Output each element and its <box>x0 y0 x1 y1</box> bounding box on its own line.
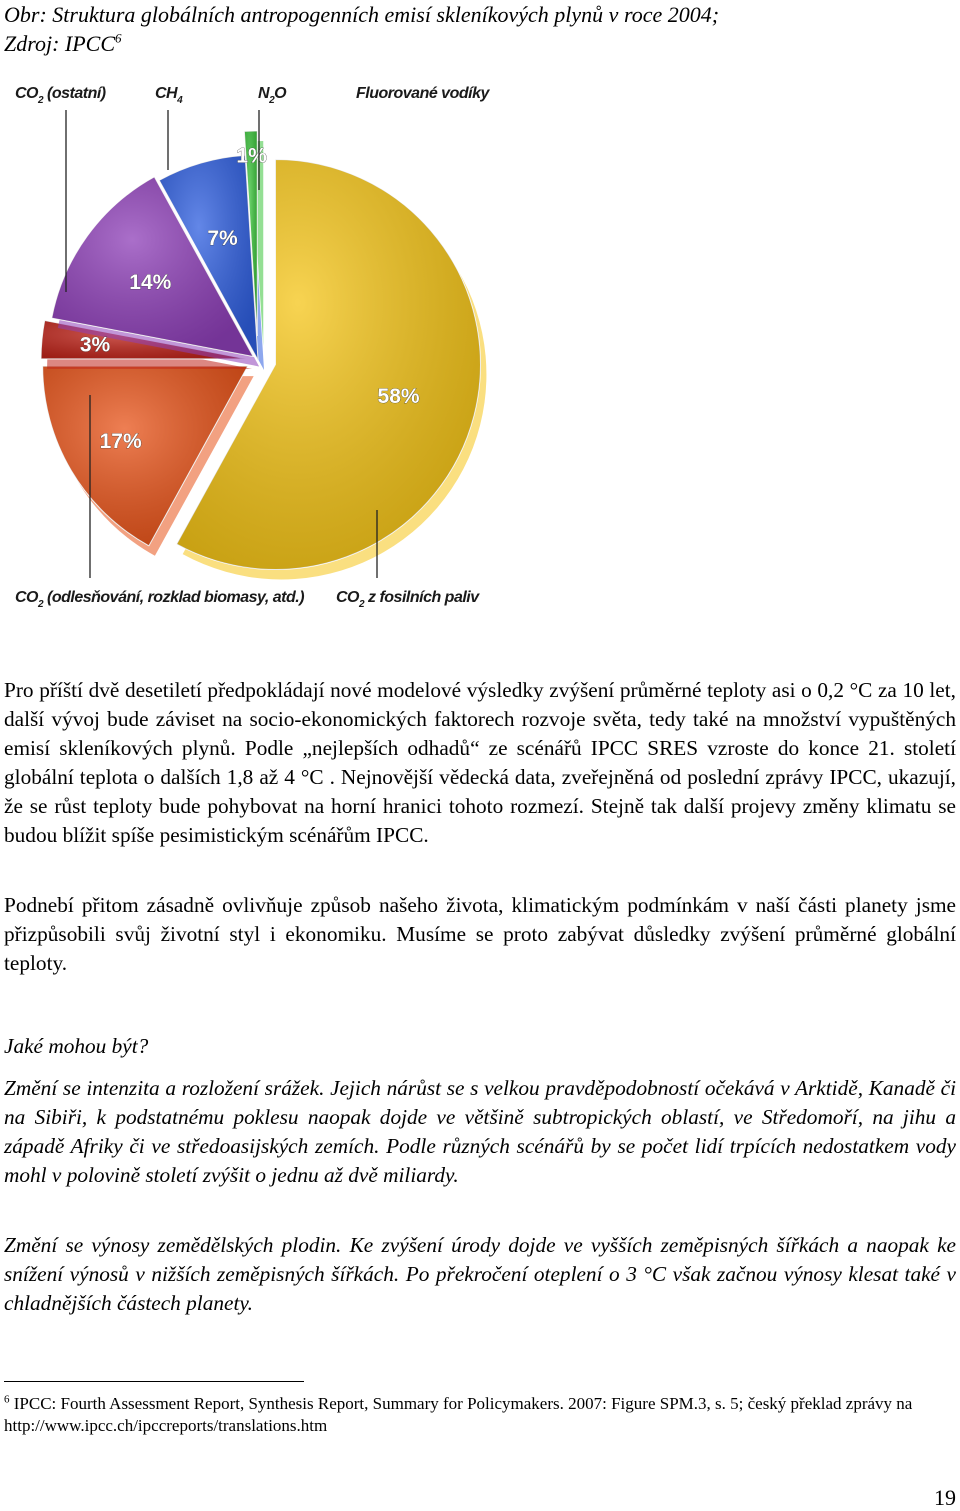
pie-slice-percent-label: 7% <box>207 226 238 250</box>
label-co2-fossil: $CO_2$ z fosilních paliv <box>336 589 479 610</box>
pie-slice-percent-label: 1% <box>236 144 267 168</box>
pie-slice-percent-label: 17% <box>99 430 142 454</box>
pie-slice-percent-label: 14% <box>129 270 172 294</box>
caption-line-2 <box>4 29 944 58</box>
caption-line-1: Obr: Struktura globálních antropogenních emisí skleníkových plynů v roce 2004; <box>4 2 720 27</box>
paragraph-crop-yields: Změní se výnosy zemědělských plodin. Ke zvýšení úrody dojde ve vyšších zeměpisných šířkách a naopak ke snížení výnosů v nižších zeměpisných šířkách. Po překročení oteplení o 3 °C však začnou výnosy klesat také v chladnějších částech planety. <box>4 1233 956 1315</box>
label-n2o: $N_2O$ <box>258 85 287 106</box>
label-co2-other: $CO_2$ (ostatní) <box>15 85 106 106</box>
footnote <box>4 1393 956 1437</box>
label-fluor: Fluorované vodíky <box>356 85 489 102</box>
page-number: 19 <box>934 1485 956 1510</box>
footnote-divider <box>4 1381 304 1382</box>
paragraph-precipitation: Změní se intenzita a rozložení srážek. Jejich nárůst se s velkou pravděpodobností očekává v Arktidě, Kanadě či na Sibiři, k podstatnému poklesu naopak dojde ve většině subtropických oblastí, ve Středomoří, na jihu a západě Afriky či ve středoasijských zemích. Podle různých scénářů by se počet lidí trpících nedostatkem vody mohl v polovině století zvýšit o jednu až dvě miliardy. <box>4 1076 956 1187</box>
pie-slice-percent-label: 58% <box>377 385 420 409</box>
question-heading: Jaké mohou být? <box>4 1034 149 1058</box>
figure-caption <box>4 0 944 58</box>
caption-source: Zdroj: IPCC <box>4 31 116 56</box>
label-co2-deforest: $CO_2$ (odlesňování, rozklad biomasy, atd.) <box>15 589 305 610</box>
paragraph-temperature-outlook: Pro příští dvě desetiletí předpokládají nové modelové výsledky zvýšení průměrné teploty asi o 0,2 °C za 10 let, další vývoj bude záviset na socio-ekonomických faktorech rozvoje světa, tedy také na množství vypuštěných emisí skleníkových plynů. Podle „nejlepších odhadů“ ze scénářů IPCC SRES vzroste do konce 21. století globální teplota o dalších 1,8 až 4 °C . Nejnovější vědecká data, zveřejněná od poslední zprávy IPCC, ukazují, že se růst teploty bude pohybovat na horní hranici tohoto rozmezí. Stejně tak další projevy změny klimatu se budou blížit spíše pesimistickým scénářům IPCC. <box>4 678 956 847</box>
caption-footnote-ref: 6 <box>115 30 122 46</box>
label-ch4: $CH_4$ <box>155 85 183 106</box>
footnote-number: 6 <box>4 1393 10 1406</box>
pie-slice-percent-label: 3% <box>79 333 111 357</box>
footnote-text: IPCC: Fourth Assessment Report, Synthesis Report, Summary for Policymakers. 2007: Figure SPM.3, s. 5; český překlad zprávy na http://www.ipcc.ch/ipccreports/translations.htm <box>4 1394 913 1435</box>
paragraph-climate-impact: Podnebí přitom zásadně ovlivňuje způsob našeho života, klimatickým podmínkám v naší části planety jsme přizpůsobili svůj životní styl i ekonomiku. Musíme se proto zabývat důsledky zvýšení průměrné globální teploty. <box>4 893 956 975</box>
emissions-pie-chart <box>0 70 560 630</box>
